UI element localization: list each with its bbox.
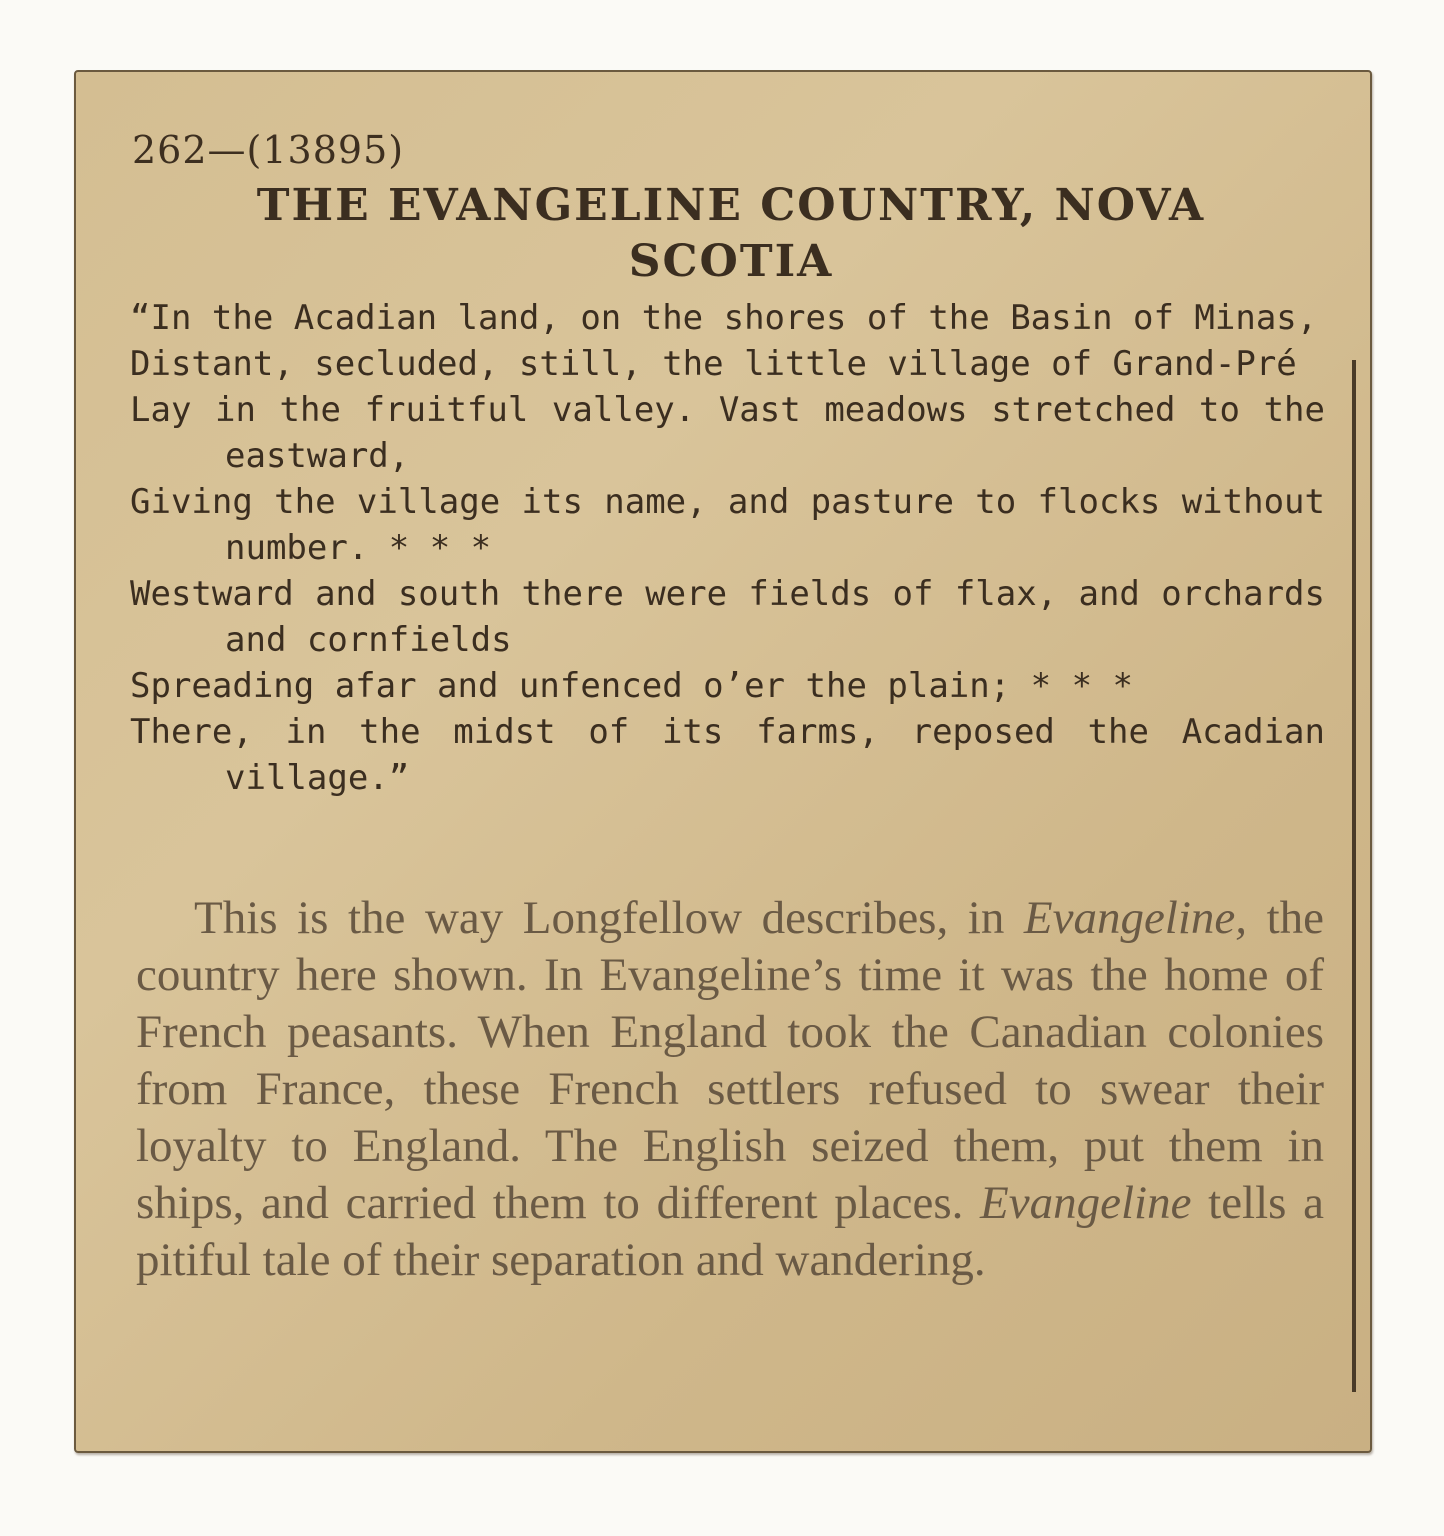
prose-text: tells a pitiful tale of their separation and wandering. bbox=[136, 1177, 1324, 1286]
card-number: 262—(13895) bbox=[132, 128, 405, 172]
card-edge-line bbox=[1352, 360, 1356, 1392]
poem-line: Lay in the fruitful valley. Vast meadows stretched to the eastward, bbox=[130, 390, 1325, 476]
poem-line: Distant, secluded, still, the little village of Grand-Pré bbox=[130, 344, 1297, 384]
poem-quote bbox=[130, 295, 1325, 801]
poem-line: Giving the village its name, and pasture to flocks without number. * * * bbox=[130, 482, 1325, 568]
card-title bbox=[116, 178, 1346, 290]
description-card bbox=[74, 70, 1372, 1453]
poem-line: “In the Acadian land, on the shores of the Basin of Minas, bbox=[130, 298, 1318, 338]
title-line-2: SCOTIA bbox=[628, 236, 834, 287]
poem-line: Westward and south there were fields of flax, and orchards and cornfields bbox=[130, 574, 1325, 660]
title-line-1: THE EVANGELINE COUNTRY, NOVA bbox=[256, 180, 1206, 231]
description-paragraph bbox=[136, 890, 1324, 1289]
prose-italic-title: Evangeline, bbox=[1023, 892, 1248, 944]
prose-text: the country here shown. In Evangeline’s time it was the home of French peasants. When England took the Canadian colonies from France, these French settlers refused to swear their loyalty to England. The English seized them, put them in ships, and carried them to different places. bbox=[136, 892, 1325, 1229]
poem-line: There, in the midst of its farms, reposed the Acadian village.” bbox=[130, 712, 1325, 798]
prose-italic-title: Evangeline bbox=[980, 1177, 1192, 1229]
poem-line: Spreading afar and unfenced o’er the plain; * * * bbox=[130, 666, 1134, 706]
prose-text: This is the way Longfellow describes, in bbox=[194, 892, 1024, 944]
